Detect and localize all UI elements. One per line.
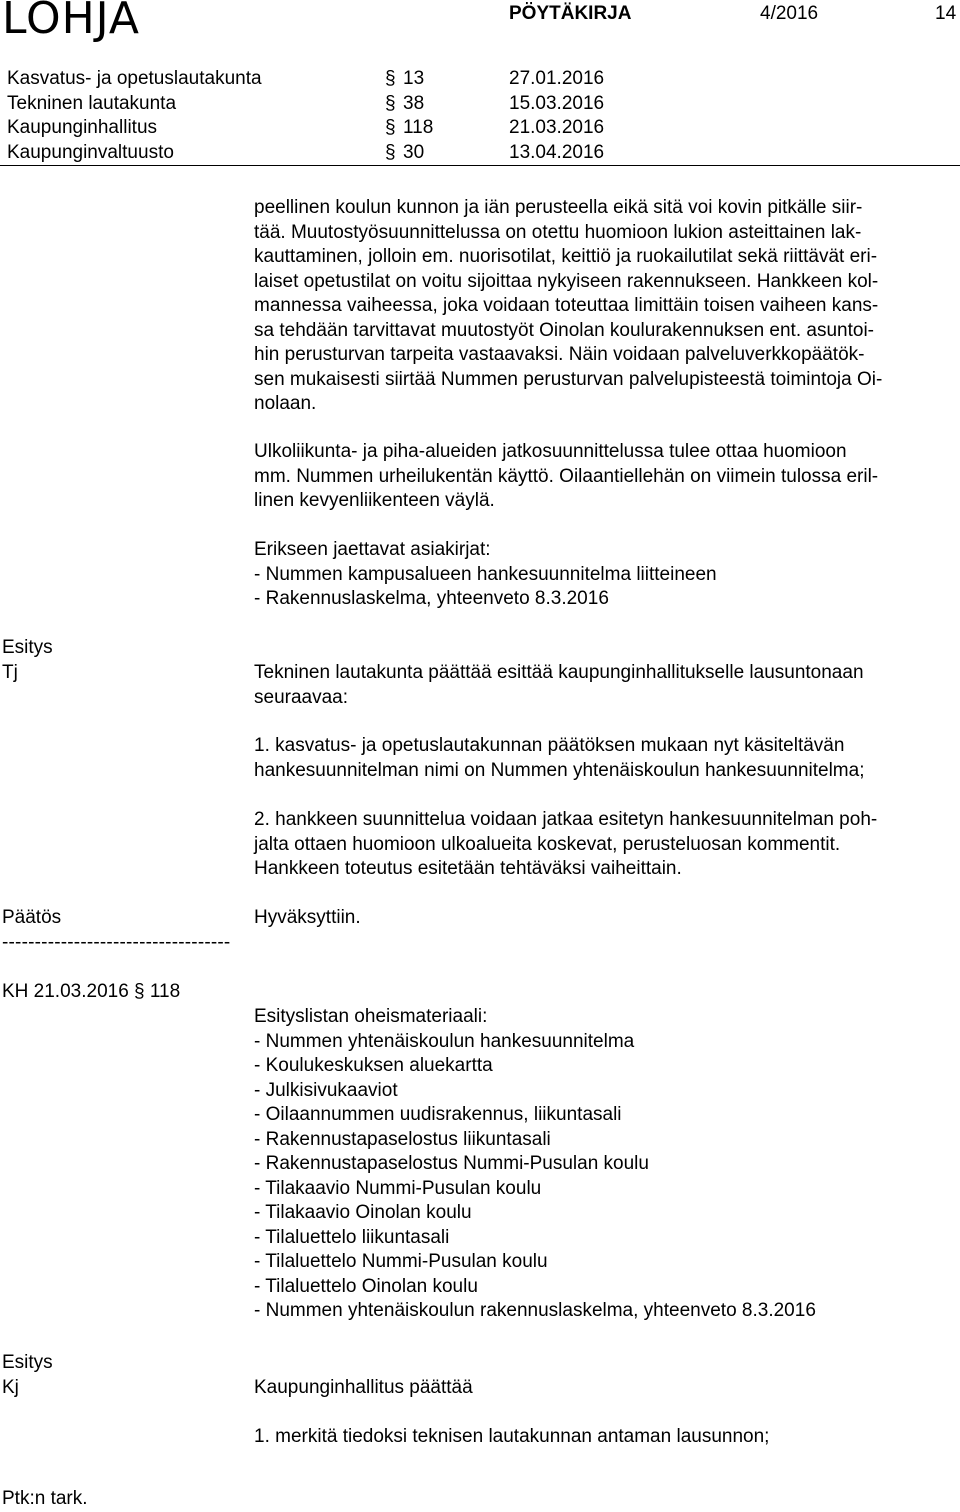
- list-item: - Tilaluettelo Nummi-Pusulan koulu: [254, 1251, 548, 1272]
- text-line: kauttaminen, jolloin em. nuorisotilat, keittiö ja ruokailutilat sekä riittävät eri-: [254, 246, 878, 267]
- list-heading: Erikseen jaettavat asiakirjat:: [254, 539, 491, 560]
- text-line: nolaan.: [254, 393, 317, 414]
- proposer-label: Kj: [2, 1377, 19, 1398]
- attachments-list: [254, 1005, 954, 1324]
- text-line: hin perusturvan tarpeita vastaavaksi. Näin voidaan palveluverkkopäätök-: [254, 344, 865, 365]
- proposal-intro: [254, 661, 954, 710]
- page-number: 14: [935, 3, 957, 24]
- proposal-label: Esitys: [2, 637, 53, 658]
- logo: LOHJA: [2, 0, 140, 44]
- proposal-item: [254, 808, 954, 882]
- text-line: peellinen koulun kunnon ja iän perusteella eikä sitä voi kovin pitkälle siir-: [254, 197, 863, 218]
- kh-section-label: KH 21.03.2016 § 118: [2, 981, 181, 1002]
- meeting-row: [7, 116, 957, 141]
- section-sign: §: [385, 117, 396, 138]
- minutes-checker-label: Ptk:n tark.: [2, 1488, 88, 1509]
- proposal-label: Esitys: [2, 1352, 53, 1373]
- list-item: - Rakennuslaskelma, yhteenveto 8.3.2016: [254, 588, 609, 609]
- meeting-body: Tekninen lautakunta: [7, 92, 177, 114]
- proposal-item: [254, 734, 954, 783]
- list-item: - Rakennustapaselostus Nummi-Pusulan koulu: [254, 1153, 649, 1174]
- meeting-row: [7, 67, 957, 92]
- meeting-body: Kasvatus- ja opetuslautakunta: [7, 68, 262, 89]
- list-item: - Koulukeskuksen aluekartta: [254, 1055, 493, 1076]
- list-heading: Esityslistan oheismateriaali:: [254, 1006, 488, 1027]
- attachments-list: [254, 538, 954, 612]
- meeting-row: [7, 141, 957, 166]
- list-item: - Tilaluettelo liikuntasali: [254, 1226, 450, 1248]
- list-item: - Rakennustapaselostus liikuntasali: [254, 1128, 551, 1150]
- header-divider: [0, 165, 960, 166]
- section-number: 30: [403, 141, 425, 163]
- decision-text: Hyväksyttiin.: [254, 907, 361, 928]
- meeting-body: Kaupunginvaltuusto: [7, 141, 174, 163]
- text-line: tää. Muutostyösuunnittelussa on otettu huomioon lukion asteittainen lak-: [254, 221, 862, 243]
- section-sign: §: [385, 141, 396, 163]
- text-line: laiset opetustilat on voitu sijoittaa nykyiseen rakennukseen. Hankkeen kol-: [254, 270, 879, 292]
- list-item: - Julkisivukaaviot: [254, 1079, 398, 1101]
- text-line: jalta ottaen huomioon ulkoalueita koskevat, perusteluosan kommentit.: [254, 833, 841, 855]
- text-line: mm. Nummen urheilukentän käyttö. Oilaantiellehän on viimein tulossa eril-: [254, 465, 879, 487]
- body-paragraph: [254, 196, 954, 417]
- body-paragraph: [254, 440, 954, 514]
- list-item: - Tilakaavio Nummi-Pusulan koulu: [254, 1177, 542, 1199]
- list-item: - Nummen yhtenäiskoulun rakennuslaskelma, yhteenveto 8.3.2016: [254, 1300, 816, 1321]
- section-sign: §: [385, 92, 396, 114]
- text-line: Ulkoliikunta- ja piha-alueiden jatkosuunnittelussa tulee ottaa huomioon: [254, 441, 847, 462]
- section-separator: -----------------------------------: [2, 932, 231, 953]
- section-number: 13: [403, 68, 425, 89]
- text-line: hankesuunnitelman nimi on Nummen yhtenäiskoulun hankesuunnitelma;: [254, 759, 865, 781]
- text-line: 1. kasvatus- ja opetuslautakunnan päätöksen mukaan nyt käsiteltävän: [254, 735, 845, 756]
- text-line: 2. hankkeen suunnittelua voidaan jatkaa esitetyn hankesuunnitelman poh-: [254, 809, 878, 830]
- list-item: - Nummen yhtenäiskoulun hankesuunnitelma: [254, 1030, 635, 1052]
- meeting-date: 27.01.2016: [509, 68, 605, 89]
- section-sign: §: [385, 68, 396, 89]
- list-item: - Tilaluettelo Oinolan koulu: [254, 1275, 478, 1297]
- list-item: - Oilaannummen uudisrakennus, liikuntasali: [254, 1104, 622, 1125]
- proposer-label: Tj: [2, 662, 18, 683]
- section-number: 38: [403, 92, 425, 114]
- meeting-table: [7, 67, 957, 165]
- document-type: PÖYTÄKIRJA: [509, 3, 632, 24]
- text-line: Hankkeen toteutus esitetään tehtäväksi vaiheittain.: [254, 858, 682, 879]
- section-number: 118: [403, 117, 434, 138]
- meeting-date: 15.03.2016: [509, 92, 605, 114]
- meeting-date: 21.03.2016: [509, 117, 605, 138]
- meeting-date: 13.04.2016: [509, 141, 605, 163]
- decision-label: Päätös: [2, 907, 62, 928]
- meeting-row: [7, 92, 957, 117]
- text-line: linen kevyenliikenteen väylä.: [254, 490, 495, 511]
- document-number: 4/2016: [760, 3, 819, 24]
- text-line: seuraavaa:: [254, 686, 349, 708]
- list-item: - Tilakaavio Oinolan koulu: [254, 1202, 472, 1223]
- proposal-intro: Kaupunginhallitus päättää: [254, 1377, 473, 1398]
- list-item: - Nummen kampusalueen hankesuunnitelma liitteineen: [254, 563, 717, 585]
- text-line: mannessa vaiheessa, joka voidaan toteuttaa limittäin toisen vaiheen kans-: [254, 295, 879, 316]
- meeting-body: Kaupunginhallitus: [7, 117, 158, 138]
- text-line: Tekninen lautakunta päättää esittää kaupunginhallitukselle lausuntonaan: [254, 662, 864, 683]
- text-line: sen mukaisesti siirtää Nummen perusturvan palvelupisteestä toimintoja Oi-: [254, 368, 883, 390]
- proposal-item: 1. merkitä tiedoksi teknisen lautakunnan antaman lausunnon;: [254, 1426, 770, 1447]
- text-line: sa tehdään tarvittavat muutostyöt Oinolan koulurakennuksen ent. asuntoi-: [254, 319, 874, 341]
